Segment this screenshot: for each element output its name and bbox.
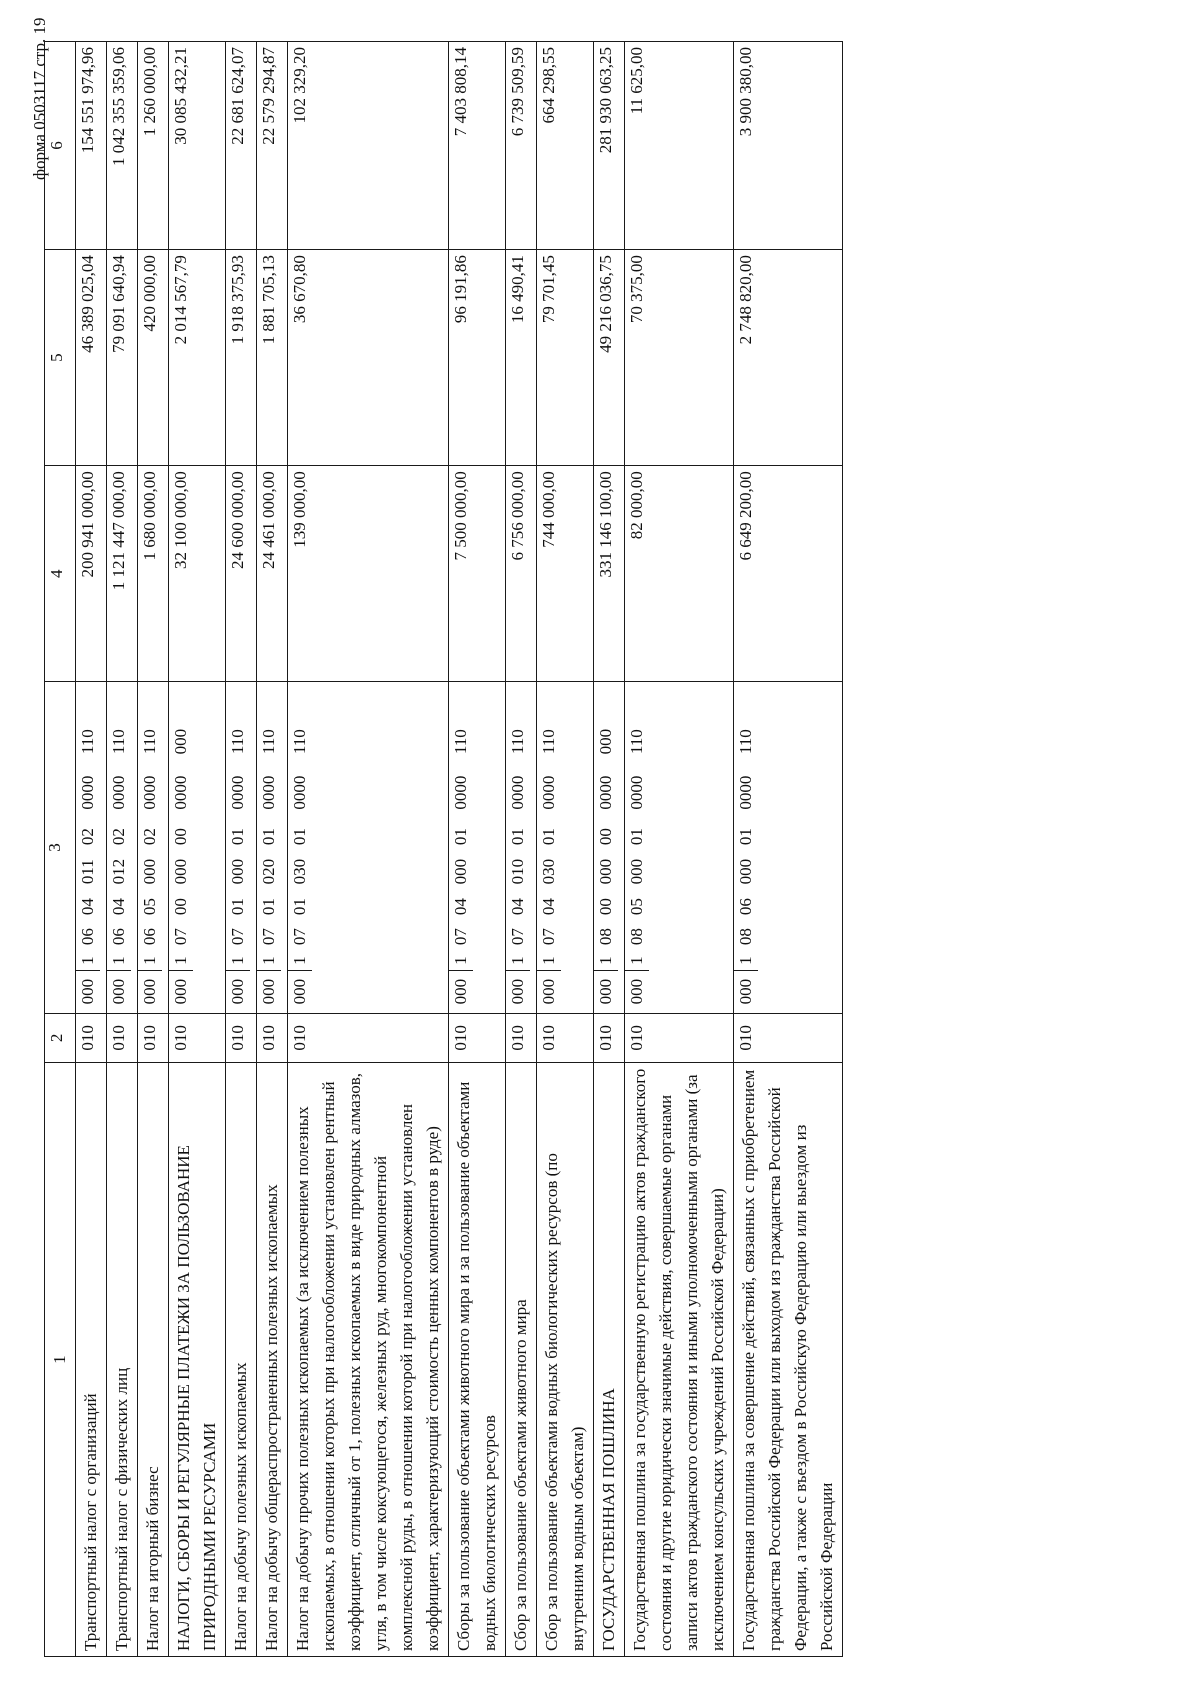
kbk-segment: 00 [171, 898, 190, 916]
table-row [594, 42, 625, 1657]
kbk-segment: 01 [736, 828, 755, 846]
row-approved-amount: 331 146 100,00 [594, 466, 625, 682]
row-approved-amount: 82 000,00 [625, 466, 734, 682]
kbk-segment: 02 [78, 828, 97, 846]
row-kbk-code [288, 682, 449, 1013]
kbk-segments [107, 682, 131, 1012]
row-kbk-code [625, 682, 734, 1013]
kbk-segments [625, 682, 649, 1012]
kbk-segment: 110 [228, 729, 247, 755]
kbk-segment: 030 [290, 858, 309, 885]
kbk-segment: 01 [228, 828, 247, 846]
row-unexecuted-amount: 154 551 974,96 [76, 42, 107, 250]
table-row [107, 42, 138, 1657]
kbk-segments [257, 682, 281, 1012]
kbk-segment: 1 [539, 956, 558, 965]
column-number: 1 [45, 1063, 76, 1657]
kbk-segment: 020 [259, 858, 278, 885]
kbk-segment: 01 [508, 828, 527, 846]
row-kbk-code [506, 682, 537, 1013]
kbk-segment: 01 [259, 898, 278, 916]
kbk-segment: 000 [169, 970, 193, 1013]
row-line-code: 010 [449, 1013, 506, 1062]
row-approved-amount: 6 756 000,00 [506, 466, 537, 682]
kbk-segment: 0000 [228, 775, 247, 810]
row-unexecuted-amount: 30 085 432,21 [169, 42, 226, 250]
row-line-code: 010 [537, 1013, 594, 1062]
kbk-segment: 08 [596, 928, 615, 946]
row-kbk-code [594, 682, 625, 1013]
row-approved-amount: 32 100 000,00 [169, 466, 226, 682]
row-unexecuted-amount: 11 625,00 [625, 42, 734, 250]
row-name: Налог на добычу полезных ископаемых [226, 1063, 257, 1657]
row-executed-amount: 46 389 025,04 [76, 250, 107, 466]
row-kbk-code [734, 682, 843, 1013]
row-executed-amount: 96 191,86 [449, 250, 506, 466]
kbk-segment: 0000 [171, 775, 190, 810]
kbk-segment: 0000 [78, 775, 97, 810]
row-kbk-code [449, 682, 506, 1013]
kbk-segment: 0000 [290, 775, 309, 810]
row-unexecuted-amount: 22 579 294,87 [257, 42, 288, 250]
kbk-segments [288, 682, 312, 1012]
row-executed-amount: 1 918 375,93 [226, 250, 257, 466]
row-executed-amount: 49 216 036,75 [594, 250, 625, 466]
row-line-code: 010 [107, 1013, 138, 1062]
kbk-segment: 1 [290, 956, 309, 965]
kbk-segment: 1 [627, 956, 646, 965]
row-line-code: 010 [506, 1013, 537, 1062]
row-name: НАЛОГИ, СБОРЫ И РЕГУЛЯРНЫЕ ПЛАТЕЖИ ЗА ПОЛЬЗОВАНИЕ ПРИРОДНЫМИ РЕСУРСАМИ [169, 1063, 226, 1657]
column-number: 4 [45, 466, 76, 682]
table-row [625, 42, 734, 1657]
column-number: 2 [45, 1013, 76, 1062]
kbk-segment: 02 [109, 828, 128, 846]
table-row [537, 42, 594, 1657]
row-unexecuted-amount: 1 042 355 359,06 [107, 42, 138, 250]
kbk-segment: 110 [109, 729, 128, 755]
kbk-segment: 110 [140, 729, 159, 755]
kbk-segment: 1 [109, 956, 128, 965]
kbk-segments [449, 682, 473, 1012]
row-kbk-code [107, 682, 138, 1013]
kbk-segment: 000 [138, 970, 162, 1013]
kbk-segment: 04 [78, 898, 97, 916]
table-row [449, 42, 506, 1657]
kbk-segment: 110 [78, 729, 97, 755]
kbk-segments [506, 682, 530, 1012]
kbk-segment: 000 [228, 858, 247, 885]
kbk-segment: 06 [736, 898, 755, 916]
row-executed-amount: 36 670,80 [288, 250, 449, 466]
table-row [734, 42, 843, 1657]
kbk-segment: 000 [140, 858, 159, 885]
kbk-segment: 000 [596, 728, 615, 755]
kbk-segment: 01 [290, 898, 309, 916]
row-name: ГОСУДАРСТВЕННАЯ ПОШЛИНА [594, 1063, 625, 1657]
kbk-segment: 110 [451, 729, 470, 755]
row-name: Сбор за пользование объектами животного мира [506, 1063, 537, 1657]
table-row [226, 42, 257, 1657]
kbk-segment: 01 [228, 898, 247, 916]
kbk-segment: 1 [736, 956, 755, 965]
row-name: Государственная пошлина за совершение действий, связанных с приобретением гражданства Российской Федерации или выходом из гражданства Российской Федерации, а также с въездом в Российскую Федерацию или выездом из Российской Федерации [734, 1063, 843, 1657]
kbk-segment: 110 [259, 729, 278, 755]
kbk-segment: 07 [539, 928, 558, 946]
table-row [138, 42, 169, 1657]
row-name: Государственная пошлина за государственную регистрацию актов гражданского состояния и другие юридически значимые действия, совершаемые органами записи актов гражданского состояния и иными уполномоченными органами (за исключением консульских учреждений Российской Федерации) [625, 1063, 734, 1657]
kbk-segment: 000 [594, 970, 618, 1013]
row-approved-amount: 24 600 000,00 [226, 466, 257, 682]
row-unexecuted-amount: 664 298,55 [537, 42, 594, 250]
kbk-segment: 000 [736, 858, 755, 885]
kbk-segment: 06 [140, 928, 159, 946]
row-approved-amount: 1 680 000,00 [138, 466, 169, 682]
kbk-segment: 00 [596, 898, 615, 916]
form-label: форма 0503117 стр. 19 [30, 17, 49, 180]
row-line-code: 010 [257, 1013, 288, 1062]
kbk-segment: 05 [140, 898, 159, 916]
kbk-segment: 0000 [259, 775, 278, 810]
kbk-segment: 012 [109, 858, 128, 885]
kbk-segment: 07 [171, 928, 190, 946]
row-line-code: 010 [76, 1013, 107, 1062]
kbk-segment: 1 [140, 956, 159, 965]
row-line-code: 010 [594, 1013, 625, 1062]
row-kbk-code [169, 682, 226, 1013]
kbk-segment: 000 [107, 970, 131, 1013]
kbk-segments [537, 682, 561, 1012]
kbk-segment: 07 [259, 928, 278, 946]
row-line-code: 010 [169, 1013, 226, 1062]
kbk-segment: 06 [109, 928, 128, 946]
kbk-segment: 07 [508, 928, 527, 946]
row-executed-amount: 2 014 567,79 [169, 250, 226, 466]
row-unexecuted-amount: 102 329,20 [288, 42, 449, 250]
row-executed-amount: 79 701,45 [537, 250, 594, 466]
row-name: Налог на игорный бизнес [138, 1063, 169, 1657]
row-approved-amount: 139 000,00 [288, 466, 449, 682]
kbk-segment: 000 [596, 858, 615, 885]
kbk-segment: 000 [449, 970, 473, 1013]
kbk-segments [169, 682, 193, 1012]
kbk-segment: 0000 [539, 775, 558, 810]
column-number: 6 [45, 42, 76, 250]
kbk-segment: 0000 [451, 775, 470, 810]
kbk-segment: 04 [451, 898, 470, 916]
row-line-code: 010 [288, 1013, 449, 1062]
kbk-segment: 0000 [508, 775, 527, 810]
kbk-segment: 08 [736, 928, 755, 946]
row-unexecuted-amount: 1 260 000,00 [138, 42, 169, 250]
kbk-segment: 000 [226, 970, 250, 1013]
column-number: 5 [45, 250, 76, 466]
row-executed-amount: 2 748 820,00 [734, 250, 843, 466]
kbk-segment: 0000 [627, 775, 646, 810]
kbk-segment: 110 [736, 729, 755, 755]
kbk-segments [76, 682, 100, 1012]
kbk-segment: 000 [451, 858, 470, 885]
kbk-segment: 01 [451, 828, 470, 846]
row-approved-amount: 24 461 000,00 [257, 466, 288, 682]
kbk-segment: 1 [259, 956, 278, 965]
kbk-segment: 0000 [109, 775, 128, 810]
kbk-segment: 030 [539, 858, 558, 885]
row-name: Налог на добычу общераспространенных полезных ископаемых [257, 1063, 288, 1657]
kbk-segment: 1 [228, 956, 247, 965]
kbk-segment: 000 [257, 970, 281, 1013]
kbk-segments [734, 682, 758, 1012]
budget-table [44, 41, 843, 1657]
kbk-segments [226, 682, 250, 1012]
row-line-code: 010 [734, 1013, 843, 1062]
kbk-segment: 00 [596, 828, 615, 846]
kbk-segment: 1 [78, 956, 97, 965]
row-kbk-code [537, 682, 594, 1013]
kbk-segment: 01 [290, 828, 309, 846]
row-kbk-code [76, 682, 107, 1013]
row-approved-amount: 200 941 000,00 [76, 466, 107, 682]
row-executed-amount: 420 000,00 [138, 250, 169, 466]
kbk-segment: 01 [259, 828, 278, 846]
table-row [169, 42, 226, 1657]
column-number: 3 [45, 682, 76, 1013]
kbk-segment: 110 [539, 729, 558, 755]
kbk-segment: 06 [78, 928, 97, 946]
kbk-segment: 02 [140, 828, 159, 846]
kbk-segment: 1 [508, 956, 527, 965]
kbk-segment: 000 [171, 728, 190, 755]
kbk-segment: 110 [290, 729, 309, 755]
kbk-segment: 04 [109, 898, 128, 916]
kbk-segments [138, 682, 162, 1012]
kbk-segment: 110 [508, 729, 527, 755]
row-approved-amount: 7 500 000,00 [449, 466, 506, 682]
kbk-segment: 000 [537, 970, 561, 1013]
kbk-segment: 000 [171, 858, 190, 885]
row-approved-amount: 744 000,00 [537, 466, 594, 682]
kbk-segment: 1 [451, 956, 470, 965]
column-number-row [45, 42, 76, 1657]
kbk-segment: 110 [627, 729, 646, 755]
row-executed-amount: 16 490,41 [506, 250, 537, 466]
kbk-segment: 000 [506, 970, 530, 1013]
row-kbk-code [257, 682, 288, 1013]
kbk-segment: 1 [171, 956, 190, 965]
kbk-segment: 000 [734, 970, 758, 1013]
row-unexecuted-amount: 6 739 509,59 [506, 42, 537, 250]
kbk-segment: 000 [76, 970, 100, 1013]
kbk-segment: 07 [451, 928, 470, 946]
kbk-segments [594, 682, 618, 1012]
kbk-segment: 05 [627, 898, 646, 916]
kbk-segment: 0000 [140, 775, 159, 810]
kbk-segment: 000 [625, 970, 649, 1013]
row-name: Сбор за пользование объектами водных биологических ресурсов (по внутренним водным объектам) [537, 1063, 594, 1657]
row-line-code: 010 [625, 1013, 734, 1062]
table-row [288, 42, 449, 1657]
row-executed-amount: 70 375,00 [625, 250, 734, 466]
row-executed-amount: 1 881 705,13 [257, 250, 288, 466]
row-kbk-code [226, 682, 257, 1013]
table-row [257, 42, 288, 1657]
row-executed-amount: 79 091 640,94 [107, 250, 138, 466]
table-row [76, 42, 107, 1657]
kbk-segment: 000 [627, 858, 646, 885]
kbk-segment: 011 [78, 859, 97, 885]
kbk-segment: 01 [627, 828, 646, 846]
row-unexecuted-amount: 22 681 624,07 [226, 42, 257, 250]
kbk-segment: 1 [596, 956, 615, 965]
kbk-segment: 010 [508, 858, 527, 885]
kbk-segment: 0000 [736, 775, 755, 810]
kbk-segment: 00 [171, 828, 190, 846]
kbk-segment: 07 [290, 928, 309, 946]
row-unexecuted-amount: 7 403 808,14 [449, 42, 506, 250]
row-name: Транспортный налог с организаций [76, 1063, 107, 1657]
kbk-segment: 08 [627, 928, 646, 946]
row-name: Сборы за пользование объектами животного мира и за пользование объектами водных биологических ресурсов [449, 1063, 506, 1657]
row-name: Налог на добычу прочих полезных ископаемых (за исключением полезных ископаемых, в отношении которых при налогообложении установлен рентный коэффициент, отличный от 1, полезных ископаемых в виде природных алмазов, угля, в том числе коксующегося, железных руд, многокомпонентной комплексной руды, в отношении которой при налогообложении установлен коэффициент, характеризующий стоимость ценных компонентов в руде) [288, 1063, 449, 1657]
kbk-segment: 000 [288, 970, 312, 1013]
row-kbk-code [138, 682, 169, 1013]
row-line-code: 010 [138, 1013, 169, 1062]
row-approved-amount: 6 649 200,00 [734, 466, 843, 682]
row-line-code: 010 [226, 1013, 257, 1062]
kbk-segment: 01 [539, 828, 558, 846]
row-unexecuted-amount: 3 900 380,00 [734, 42, 843, 250]
kbk-segment: 04 [539, 898, 558, 916]
row-unexecuted-amount: 281 930 063,25 [594, 42, 625, 250]
row-approved-amount: 1 121 447 000,00 [107, 466, 138, 682]
kbk-segment: 07 [228, 928, 247, 946]
table-row [506, 42, 537, 1657]
kbk-segment: 04 [508, 898, 527, 916]
kbk-segment: 0000 [596, 775, 615, 810]
row-name: Транспортный налог с физических лиц [107, 1063, 138, 1657]
